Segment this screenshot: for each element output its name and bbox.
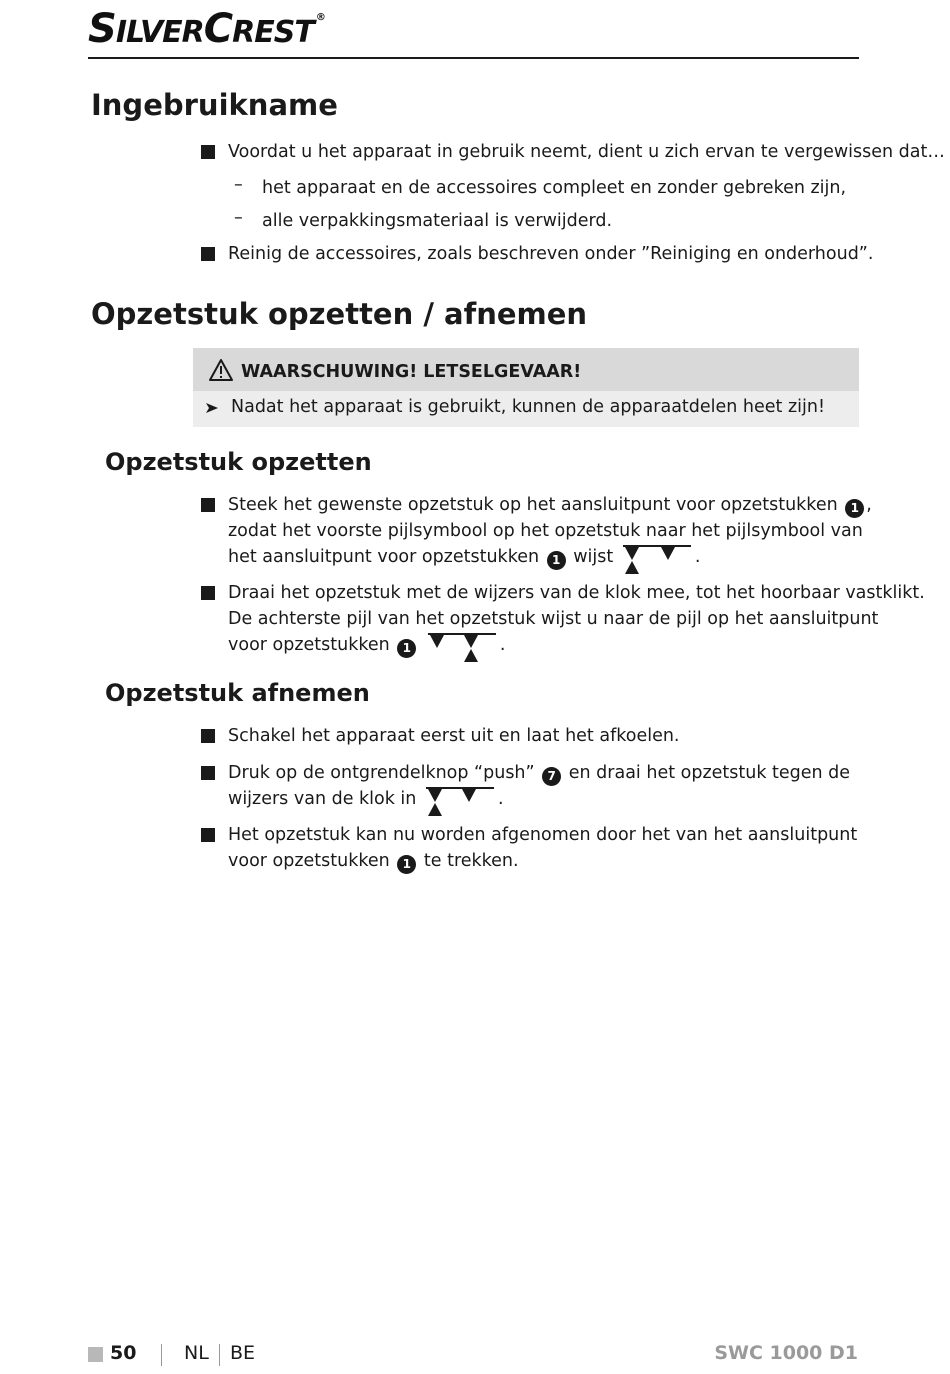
- bullet-square: [201, 828, 215, 842]
- bullet-square: [201, 766, 215, 780]
- instruction-text: Schakel het apparaat eerst uit en laat het afkoelen.: [228, 726, 680, 746]
- instruction-text: Reinig de accessoires, zoals beschreven onder ”Reiniging en onderhoud”.: [228, 244, 874, 264]
- punctuation: .: [499, 635, 506, 655]
- instruction-text-part: Steek het gewenste opzetstuk op het aansluitpunt voor opzetstukken: [228, 495, 838, 515]
- instruction-text: [228, 544, 700, 576]
- dash-marker: –: [234, 208, 243, 228]
- instruction-text-part: en draai het opzetstuk tegen de: [568, 763, 851, 783]
- arrow-locked-symbol-icon: [428, 632, 496, 664]
- subsection-title-afnemen: Opzetstuk afnemen: [105, 679, 370, 707]
- subsection-title-opzetten: Opzetstuk opzetten: [105, 448, 372, 476]
- sub-instruction-text: alle verpakkingsmateriaal is verwijderd.: [262, 211, 613, 231]
- instruction-text: [228, 492, 872, 518]
- page-number: 50: [110, 1342, 137, 1364]
- footer-divider: [219, 1344, 220, 1366]
- bullet-square: [201, 247, 215, 261]
- arrow-alignment-symbol-icon: [623, 544, 691, 576]
- sub-instruction-text: het apparaat en de accessoires compleet en zonder gebreken zijn,: [262, 178, 847, 198]
- instruction-text: [228, 632, 505, 664]
- brand-letters: ILVER: [115, 15, 204, 50]
- callout-number: 7: [542, 767, 561, 786]
- punctuation: ,: [866, 495, 872, 515]
- footer-divider: [161, 1344, 162, 1366]
- brand-letter: S: [88, 6, 116, 52]
- brand-logo: [88, 6, 323, 52]
- brand-letters: REST: [232, 15, 314, 50]
- footer-model: SWC 1000 D1: [714, 1342, 858, 1364]
- warning-text: Nadat het apparaat is gebruikt, kunnen de apparaatdelen heet zijn!: [231, 397, 826, 417]
- footer-lang-be: BE: [230, 1342, 256, 1364]
- brand-letter: C: [203, 6, 233, 52]
- instruction-text: [228, 760, 850, 786]
- callout-number: 1: [547, 551, 566, 570]
- instruction-text: [228, 848, 519, 874]
- bullet-square: [201, 145, 215, 159]
- instruction-text-part: wijst: [573, 547, 614, 567]
- arrow-right-icon: [205, 402, 219, 414]
- instruction-text: Voordat u het apparaat in gebruik neemt, dient u zich ervan te vergewissen dat…: [228, 142, 945, 162]
- bullet-square: [201, 586, 215, 600]
- instruction-text-part: het aansluitpunt voor opzetstukken: [228, 547, 540, 567]
- callout-number: 1: [845, 499, 864, 518]
- instruction-text-part: Druk op de ontgrendelknop “push”: [228, 763, 535, 783]
- warning-title: WAARSCHUWING! LETSELGEVAAR!: [241, 362, 582, 382]
- punctuation: .: [497, 789, 504, 809]
- instruction-text: Draai het opzetstuk met de wijzers van de klok mee, tot het hoorbaar vastklikt.: [228, 583, 925, 603]
- dash-marker: –: [234, 175, 243, 195]
- instruction-text-part: te trekken.: [423, 851, 519, 871]
- punctuation: .: [694, 547, 701, 567]
- section-title-opzetstuk: Opzetstuk opzetten / afnemen: [91, 297, 588, 331]
- instruction-text-part: wijzers van de klok in: [228, 789, 417, 809]
- instruction-text: zodat het voorste pijlsymbool op het opzetstuk naar het pijlsymbool van: [228, 521, 863, 541]
- bullet-square: [201, 729, 215, 743]
- section-title-ingebruikname: Ingebruikname: [91, 88, 338, 122]
- footer-lang-nl: NL: [184, 1342, 209, 1364]
- instruction-text: De achterste pijl van het opzetstuk wijst u naar de pijl op het aansluitpunt: [228, 609, 879, 629]
- callout-number: 1: [397, 855, 416, 874]
- instruction-text-part: voor opzetstukken: [228, 851, 390, 871]
- callout-number: 1: [397, 639, 416, 658]
- instruction-text: [228, 786, 504, 818]
- registered-mark: ®: [315, 12, 325, 23]
- instruction-text-part: voor opzetstukken: [228, 635, 390, 655]
- instruction-text: Het opzetstuk kan nu worden afgenomen door het van het aansluitpunt: [228, 825, 858, 845]
- bullet-square: [201, 498, 215, 512]
- header-rule: [88, 57, 859, 59]
- arrow-release-symbol-icon: [426, 786, 494, 818]
- footer-square-icon: [88, 1347, 103, 1362]
- warning-triangle-icon: [208, 358, 234, 382]
